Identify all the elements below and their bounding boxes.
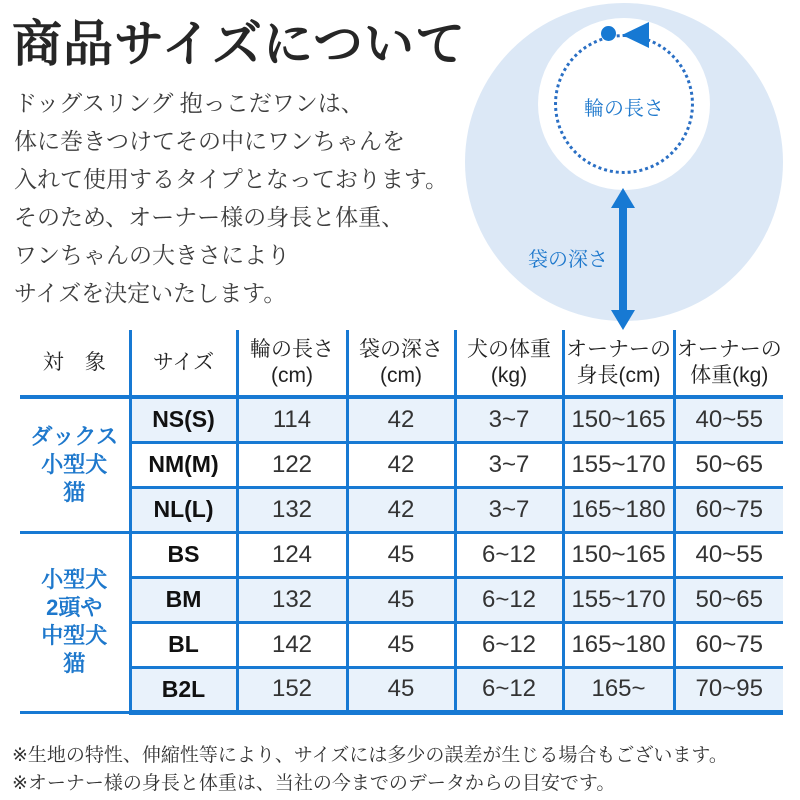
- column-header-text: (cm): [271, 363, 313, 387]
- column-header-text: 体重(kg): [690, 363, 769, 387]
- pouch-depth-cell: 42: [347, 442, 455, 487]
- ring-length-cell: 114: [237, 397, 347, 442]
- depth-arrow-down-icon: [611, 310, 635, 330]
- ring-length-cell: 132: [237, 487, 347, 532]
- size-diagram: [0, 0, 800, 335]
- target-group-label: [20, 397, 130, 532]
- column-header-ring-length: [237, 330, 347, 397]
- intro-line: 入れて使用するタイプとなっております。: [14, 166, 449, 192]
- pouch-depth-cell: 45: [347, 667, 455, 712]
- table-row: [20, 487, 783, 532]
- ring-start-dot-icon: [601, 26, 616, 41]
- ring-direction-arrow-icon: [622, 22, 649, 48]
- column-header-size: [130, 330, 237, 397]
- ring-length-cell: 152: [237, 667, 347, 712]
- pouch-depth-cell: 45: [347, 577, 455, 622]
- column-header-text: (kg): [490, 363, 528, 387]
- pouch-depth-label: 袋の深さ: [528, 249, 608, 271]
- target-group-line: 小型犬: [41, 567, 108, 592]
- depth-arrow: [619, 206, 627, 312]
- column-header-text: 輪の長さ: [250, 337, 334, 361]
- column-header-target: [20, 330, 130, 397]
- page-title: 商品サイズについて: [12, 16, 466, 72]
- size-cell: BM: [130, 577, 237, 622]
- column-header-text: (cm): [380, 363, 422, 387]
- header-row: [20, 330, 783, 397]
- dog-weight-cell: 6~12: [455, 667, 563, 712]
- size-cell: B2L: [130, 667, 237, 712]
- column-header-text: 犬の体重: [467, 337, 551, 361]
- owner-weight-cell: 60~75: [674, 622, 783, 667]
- owner-weight-cell: 50~65: [674, 442, 783, 487]
- table-row: [20, 577, 783, 622]
- dog-weight-cell: 6~12: [455, 577, 563, 622]
- ring-length-cell: 132: [237, 577, 347, 622]
- size-cell: BL: [130, 622, 237, 667]
- target-group-line: 2頭や: [46, 595, 103, 620]
- dog-weight-cell: 6~12: [455, 622, 563, 667]
- depth-arrow-up-icon: [611, 188, 635, 208]
- table-row: [20, 397, 783, 442]
- table-row: [20, 532, 783, 577]
- owner-weight-cell: 70~95: [674, 667, 783, 712]
- column-header-text: オーナーの: [566, 337, 671, 361]
- owner-height-cell: 150~165: [563, 532, 674, 577]
- footnote-1: ※生地の特性、伸縮性等により、サイズには多少の誤差が生じる場合もございます。: [12, 745, 728, 766]
- pouch-depth-cell: 45: [347, 532, 455, 577]
- column-header-owner-weight: [674, 330, 783, 397]
- column-header-text: オーナーの: [676, 337, 782, 361]
- column-header-text: サイズ: [152, 350, 215, 374]
- column-header-text: 対 象: [42, 350, 106, 374]
- column-header-owner-height: [563, 330, 674, 397]
- owner-height-cell: 150~165: [563, 397, 674, 442]
- ring-length-label: 輪の長さ: [584, 98, 664, 120]
- intro-line: ワンちゃんの大きさにより: [14, 242, 290, 268]
- pouch-depth-cell: 42: [347, 397, 455, 442]
- target-group-line: 小型犬: [41, 451, 108, 477]
- dog-weight-cell: 3~7: [455, 487, 563, 532]
- owner-height-cell: 165~180: [563, 487, 674, 532]
- column-header-text: 身長(cm): [576, 363, 661, 387]
- owner-height-cell: 165~: [563, 667, 674, 712]
- size-cell: NL(L): [130, 487, 237, 532]
- column-header-text: 袋の深さ: [359, 337, 443, 361]
- target-group-line: 猫: [63, 651, 86, 676]
- table-row: [20, 442, 783, 487]
- target-group-line: ダックス: [30, 423, 119, 449]
- target-group-line: 中型犬: [41, 623, 108, 648]
- ring-length-cell: 122: [237, 442, 347, 487]
- dog-weight-cell: 3~7: [455, 397, 563, 442]
- table-row: [20, 622, 783, 667]
- owner-weight-cell: 40~55: [674, 532, 783, 577]
- ring-length-cell: 142: [237, 622, 347, 667]
- target-group-line: 猫: [63, 479, 86, 505]
- target-group-label: [20, 532, 130, 712]
- dog-weight-cell: 6~12: [455, 532, 563, 577]
- owner-weight-cell: 40~55: [674, 397, 783, 442]
- owner-weight-cell: 60~75: [674, 487, 783, 532]
- pouch-depth-cell: 45: [347, 622, 455, 667]
- size-cell: NS(S): [130, 397, 237, 442]
- footnote-2: ※オーナー様の身長と体重は、当社の今までのデータからの目安です。: [12, 773, 616, 794]
- size-table: [20, 330, 783, 715]
- intro-line: サイズを決定いたします。: [14, 280, 287, 306]
- owner-weight-cell: 50~65: [674, 577, 783, 622]
- column-header-dog-weight: [455, 330, 563, 397]
- dog-weight-cell: 3~7: [455, 442, 563, 487]
- footnotes: [12, 742, 728, 798]
- table-row: [20, 667, 783, 712]
- owner-height-cell: 155~170: [563, 577, 674, 622]
- ring-length-cell: 124: [237, 532, 347, 577]
- owner-height-cell: 165~180: [563, 622, 674, 667]
- owner-height-cell: 155~170: [563, 442, 674, 487]
- intro-line: 体に巻きつけてその中にワンちゃんを: [14, 128, 405, 154]
- size-cell: BS: [130, 532, 237, 577]
- intro-line: ドッグスリング 抱っこだワンは、: [14, 90, 364, 116]
- column-header-pouch-depth: [347, 330, 455, 397]
- pouch-depth-cell: 42: [347, 487, 455, 532]
- size-cell: NM(M): [130, 442, 237, 487]
- intro-line: そのため、オーナー様の身長と体重、: [14, 204, 405, 230]
